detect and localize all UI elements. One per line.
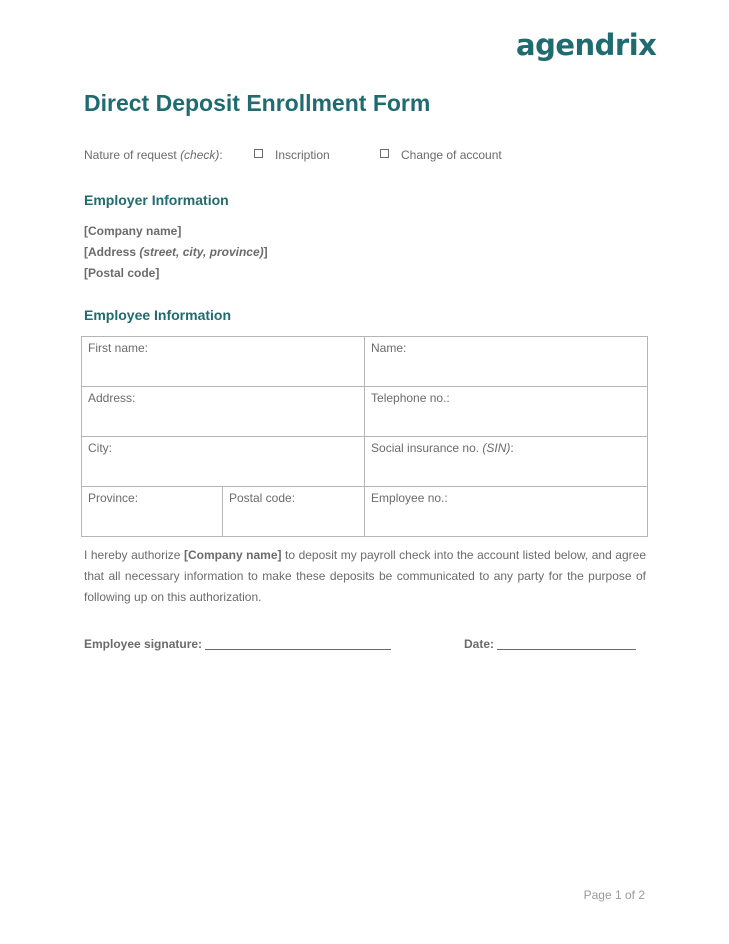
employer-heading: Employer Information <box>84 192 229 208</box>
company-postal-code: [Postal code] <box>84 266 160 280</box>
agendrix-logo: agendrix <box>516 28 657 62</box>
employee-signature-field[interactable] <box>84 637 391 651</box>
employee-signature-line[interactable] <box>205 637 391 650</box>
date-label: Date: <box>464 637 495 651</box>
employee-no-field[interactable]: Employee no.: <box>365 487 648 537</box>
telephone-field[interactable]: Telephone no.: <box>365 387 648 437</box>
inscription-label: Inscription <box>275 148 330 162</box>
postal-code-field[interactable]: Postal code: <box>223 487 365 537</box>
inscription-option[interactable] <box>254 148 330 162</box>
employee-signature-label: Employee signature: <box>84 637 203 651</box>
employee-heading: Employee Information <box>84 307 232 323</box>
name-field[interactable]: Name: <box>365 337 648 387</box>
inscription-checkbox[interactable] <box>254 149 263 158</box>
nature-of-request <box>84 148 644 164</box>
company-address: [Address (street, city, province)] <box>84 245 268 259</box>
sin-field[interactable]: Social insurance no. (SIN): <box>365 437 648 487</box>
authorization-text: I hereby authorize [Company name] to deposit my payroll check into the account listed below, and agree that all necessary information to make these deposits be communicated to any party for the purpose of following up on this authorization. <box>84 548 646 604</box>
change-of-account-checkbox[interactable] <box>380 149 389 158</box>
form-title: Direct Deposit Enrollment Form <box>84 90 431 116</box>
nature-label: Nature of request (check): <box>84 148 223 162</box>
company-name: [Company name] <box>84 224 182 238</box>
employer-details <box>84 221 268 284</box>
province-field[interactable]: Province: <box>82 487 223 537</box>
change-of-account-label: Change of account <box>401 148 502 162</box>
page-number: Page 1 of 2 <box>583 888 645 902</box>
first-name-field[interactable]: First name: <box>82 337 365 387</box>
employee-info-table <box>81 336 648 537</box>
address-field[interactable]: Address: <box>82 387 365 437</box>
date-line[interactable] <box>497 637 636 650</box>
city-field[interactable]: City: <box>82 437 365 487</box>
change-of-account-option[interactable] <box>380 148 502 162</box>
date-field[interactable] <box>464 637 636 651</box>
